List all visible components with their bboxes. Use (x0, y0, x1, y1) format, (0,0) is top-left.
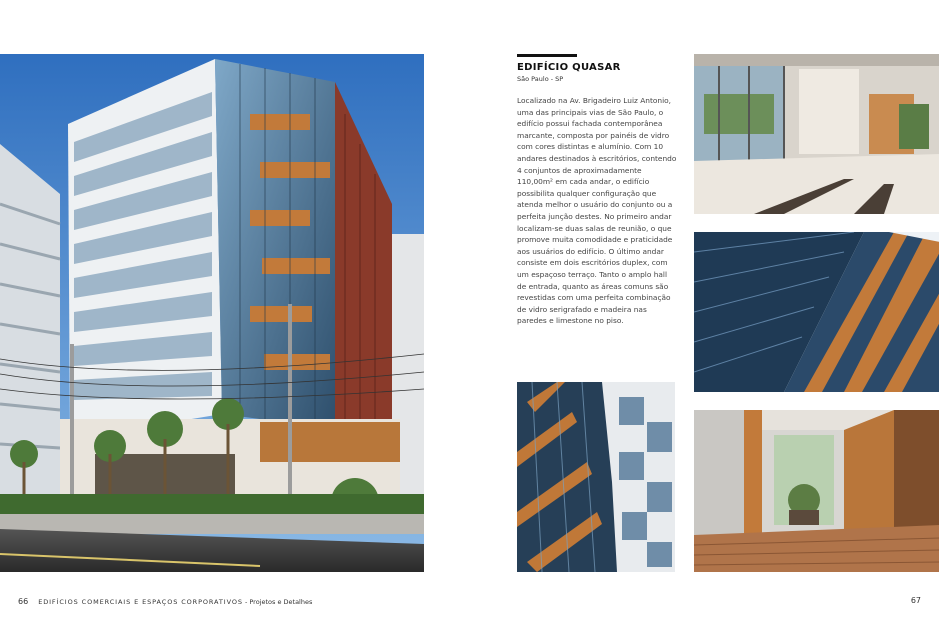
facade-detail-photo (517, 382, 675, 572)
article-body: Localizado na Av. Brigadeiro Luiz Antonio, uma das principais vias de São Paulo, o edifício possui fachada contemporânea marcante, composta por painéis de vidro com cores distintas e alumínio. Com 10 andares destinados à escritórios, contendo 4 conjuntos de aproximadamente 110,00m² em cada andar, o edifício possibilita qualquer configuração que atenda melhor o usuário do conjunto ou a perfeita junção destes. No primeiro andar localizam-se duas salas de reunião, o que promove muita comodidade e praticidade aos usuários do edifício. O último andar consiste em dois escritórios duplex, com um espaçoso terraço. Tanto o amplo hall de entrada, quanto as áreas comuns são revestidas com uma perfeita combinação de vidro serigrafado e madeira nas paredes e limestone no piso. (517, 96, 677, 326)
title-rule (517, 54, 577, 57)
main-building-photo (0, 54, 424, 572)
facade-upward-photo (694, 232, 939, 392)
lobby-photo (694, 54, 939, 214)
left-page-number: 66 (18, 597, 29, 606)
section-subtitle: - Projetos e Detalhes (244, 598, 313, 606)
article-location: São Paulo - SP (517, 75, 564, 83)
right-page-number: 67 (910, 596, 921, 605)
article-title: EDIFÍCIO QUASAR (517, 62, 621, 73)
section-title: EDIFÍCIOS COMERCIAIS E ESPAÇOS CORPORATIVOS (38, 598, 243, 606)
footer-left (18, 597, 312, 606)
entrance-hall-photo (694, 410, 939, 572)
